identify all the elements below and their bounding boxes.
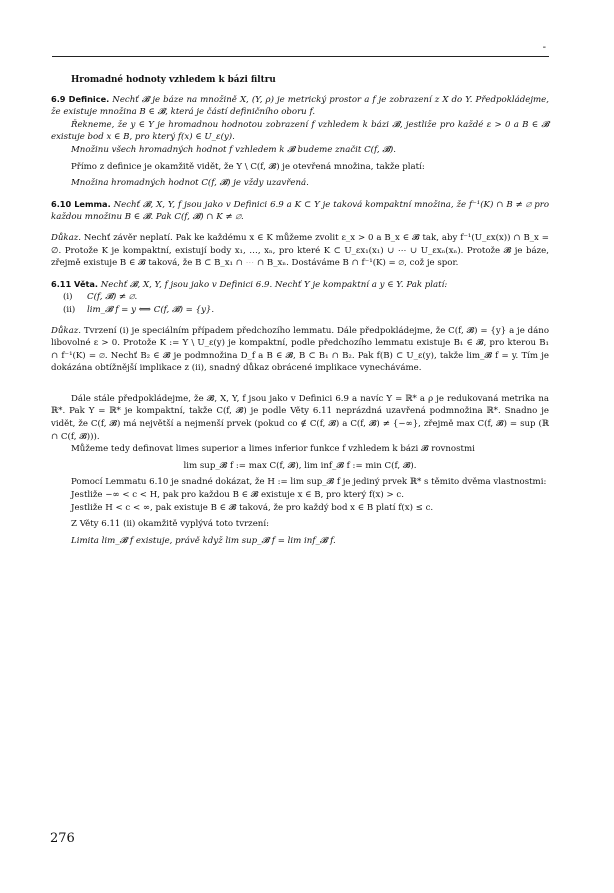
theorem-item: (i) C(f, 𝓑) ≠ ∅. [63, 292, 138, 303]
page-content [51, 70, 549, 547]
theorem-6-11 [51, 278, 549, 292]
definition-6-9 [51, 93, 549, 119]
definition-text-3: Množinu všech hromadných hodnot f vzhledem k 𝓑 budeme značit C(f, 𝓑). [71, 144, 397, 155]
proof-text: Tvrzení (i) je speciálním případem předchozího lemmatu. Dále předpokládejme, že C(f, 𝓑) = {y} a je dáno libovolné ε > 0. Protože K := Y \ U_ε(y) je kompaktní, podle předchozího lemmatu existuje B₁ ∈ 𝓑, pro kterou B₁ ∩ f⁻¹(K) = ∅. Nechť B₂ ∈ 𝓑 je podmnožina D_f a B ∈ 𝓑, B ⊂ B₁ ∩ B₂. Pak f(B) ⊂ U_ε(y), takže lim_𝓑 f = y. Tím je dokázána obtížnější implikace z (ii), snadný důkaz obrácené implikace vynecháváme. [51, 325, 550, 374]
paragraph-2: Můžeme tedy definovat limes superior a limes inferior funkce f vzhledem k bázi 𝓑 rovnostmi [71, 444, 475, 455]
theorem-number: 6.11 Věta. [51, 278, 99, 289]
final-statement: Limita lim_𝓑 f existuje, právě když lim sup_𝓑 f = lim inf_𝓑 f. [71, 535, 336, 546]
proof-text: Nechť závěr neplatí. Pak ke každému x ∈ K můžeme zvolit ε_x > 0 a B_x ∈ 𝓑 tak, aby f⁻¹(U_εx(x)) ∩ B_x = ∅. Protože K je kompaktní, existují body x₁, …, xₙ, pro které K ⊂ U_εx₁(x₁) ∪ ⋯ ∪ U_εxₙ(xₙ). Protože 𝓑 je báze, zřejmě existuje B ∈ 𝓑 taková, že B ⊂ B_x₁ ∩ ⋯ ∩ B_xₙ. Dostáváme B ∩ f⁻¹(K) = ∅, což je spor. [51, 232, 549, 269]
proof-label: Důkaz. [51, 232, 82, 243]
property-1: Jestliže −∞ < c < H, pak pro každou B ∈ 𝓑 existuje x ∈ B, pro který f(x) > c. [71, 490, 404, 501]
theorem-item: (ii) lim_𝓑 f = y ⟺ C(f, 𝓑) = {y}. [63, 304, 215, 315]
lemma-6-10 [51, 198, 549, 224]
lemma-text: Nechť 𝓑, X, Y, f jsou jako v Definici 6.9 a K ⊂ Y je taková kompaktní množina, že f⁻¹(K) ∩ B ≠ ∅ pro každou množinu B ∈ 𝓑. Pak C(f, 𝓑) ∩ K ≠ ∅. [51, 199, 549, 223]
page-number: 276 [50, 831, 75, 846]
proof-theorem [51, 325, 549, 375]
lemma-number: 6.10 Lemma. [51, 198, 111, 209]
header-rule [52, 56, 549, 57]
observation-text: Přímo z definice je okamžitě vidět, že Y \ C(f, 𝓑) je otevřená množina, takže platí: [71, 161, 425, 172]
definition-number: 6.9 Definice. [51, 93, 110, 104]
proof-label: Důkaz. [51, 325, 82, 336]
section-title: Hromadné hodnoty vzhledem k bázi filtru [71, 75, 276, 85]
theorem-text: Nechť 𝓑, X, Y, f jsou jako v Definici 6.9. Nechť Y je kompaktní a y ∈ Y. Pak platí: [100, 279, 448, 290]
observation-statement: Množina hromadných hodnot C(f, 𝓑) je vždy uzavřená. [71, 178, 309, 189]
paragraph-3: Pomocí Lemmatu 6.10 je snadné dokázat, že H := lim sup_𝓑 f je jediný prvek ℝ* s těmito dvěma vlastnostmi: [71, 477, 547, 488]
definition-text-1: Nechť 𝓑 je báze na množině X, (Y, ρ) je metrický prostor a f je zobrazení z X do Y. Předpokládejme, že existuje množina B ∈ 𝓑, která je částí definičního oboru f. [51, 94, 549, 118]
paragraph-4: Z Věty 6.11 (ii) okamžitě vyplývá toto tvrzení: [71, 519, 269, 530]
theorem-items [63, 291, 549, 316]
paragraph-1: Dále stále předpokládejme, že 𝓑, X, Y, f jsou jako v Definici 6.9 a navíc Y = ℝ* a ρ je redukovaná metrika na ℝ*. Pak Y = ℝ* je kompaktní, takže C(f, 𝓑) je podle Věty 6.11 neprázdná uzavřená podmnožina ℝ*. Snadno je vidět, že C(f, 𝓑) má největší a nejmenší prvek (pokud co ∉ C(f, 𝓑) a C(f, 𝓑) ≠ {−∞}, zřejmě max C(f, 𝓑) = sup (ℝ ∩ C(f, 𝓑))). [51, 393, 549, 442]
display-equation: lim sup_𝓑 f := max C(f, 𝓑), lim inf_𝓑 f := min C(f, 𝓑). [183, 460, 417, 471]
proof-lemma [51, 232, 549, 270]
definition-text-2: Řekneme, že y ∈ Y je hromadnou hodnotou zobrazení f vzhledem k bázi 𝓑, jestliže pro každé ε > 0 a B ∈ 𝓑 existuje bod x ∈ B, pro který f(x) ∈ U_ε(y). [51, 119, 549, 143]
property-2: Jestliže H < c < ∞, pak existuje B ∈ 𝓑 taková, že pro každý bod x ∈ B platí f(x) ≤ c. [71, 502, 434, 513]
header-mark: - [542, 42, 546, 53]
